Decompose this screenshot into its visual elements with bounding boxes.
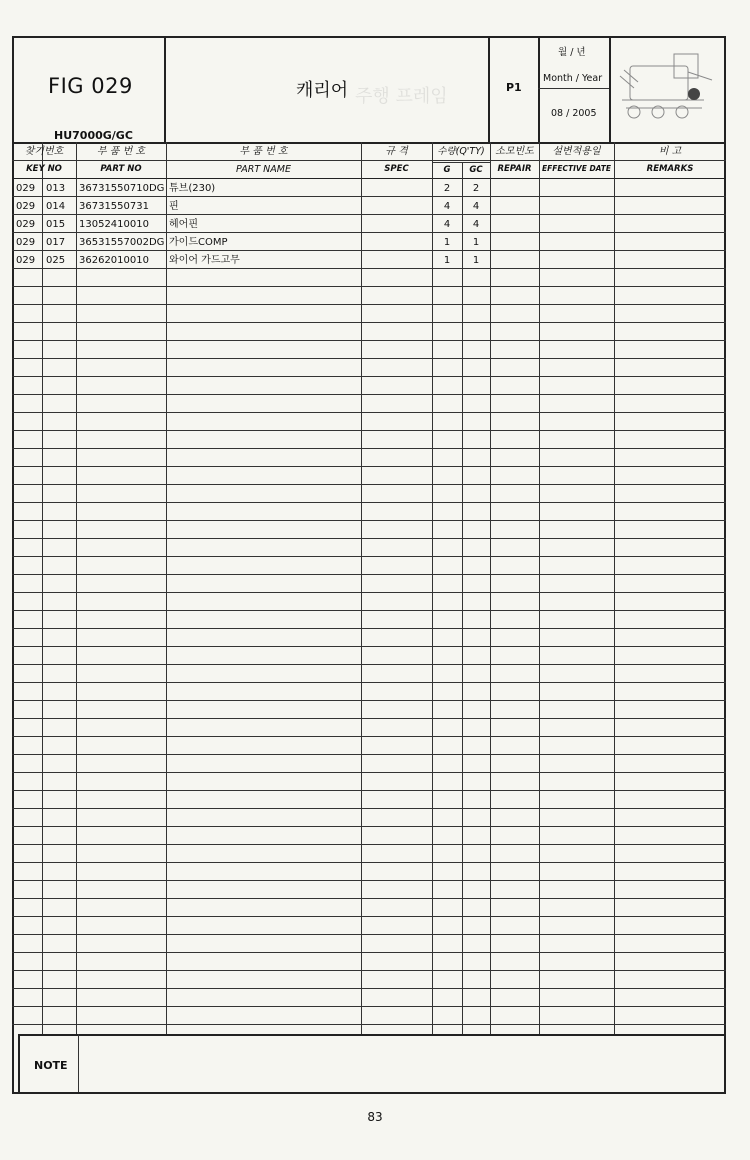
col-part-no-ko: 부 품 번 호 — [96, 146, 146, 157]
model-name: HU7000G/GC — [54, 129, 133, 142]
table-row-rule — [12, 304, 726, 305]
table-row-rule — [12, 916, 726, 917]
col-qty-g: G — [443, 165, 451, 175]
col-repair-en: REPAIR — [497, 164, 532, 174]
table-row-rule — [12, 430, 726, 431]
parts-list-sheet — [12, 36, 726, 1094]
key-no-cell: 025 — [46, 255, 66, 266]
col-spec-ko: 규 격 — [385, 146, 408, 157]
table-row-rule — [12, 250, 726, 251]
qty-g-cell: 4 — [443, 201, 451, 212]
table-row-rule — [12, 358, 726, 359]
fig-cell: 029 — [16, 255, 36, 266]
col-repair-ko: 소모빈도 — [495, 146, 534, 157]
part-no-cell: 36531557002DG — [79, 237, 165, 248]
month-year-ko: 월 / 년 — [558, 47, 586, 58]
table-row-rule — [12, 898, 726, 899]
table-row-rule — [12, 592, 726, 593]
issue-date: 08 / 2005 — [551, 108, 597, 119]
qty-g-cell: 1 — [443, 237, 451, 248]
qty-gc-cell: 1 — [472, 255, 480, 266]
table-row-rule — [12, 484, 726, 485]
table-row-rule — [12, 520, 726, 521]
table-row-rule — [12, 268, 726, 269]
fig-cell: 029 — [16, 219, 36, 230]
table-row-rule — [12, 718, 726, 719]
page-number: 83 — [367, 1110, 383, 1124]
fig-cell: 029 — [16, 201, 36, 212]
table-row-rule — [12, 826, 726, 827]
key-no-cell: 013 — [46, 183, 66, 194]
table-row-rule — [12, 646, 726, 647]
col-part-name-ko: 부 품 번 호 — [239, 146, 288, 157]
note-label: NOTE — [34, 1059, 68, 1072]
machine-illustration-icon — [616, 42, 720, 136]
part-name-cell: 가이드COMP — [169, 237, 228, 248]
key-no-cell: 014 — [46, 201, 66, 212]
qty-gc-cell: 4 — [472, 201, 480, 212]
table-row-rule — [12, 772, 726, 773]
table-row-rule — [12, 412, 726, 413]
table-row-rule — [12, 628, 726, 629]
table-row-rule — [12, 394, 726, 395]
table-row-rule — [12, 664, 726, 665]
part-no-cell: 13052410010 — [79, 219, 149, 230]
col-key-no-ko: 찾기번호 — [24, 146, 64, 157]
col-remarks-en: REMARKS — [646, 164, 694, 174]
col-effective-ko: 설변적용일 — [552, 146, 601, 157]
table-row-rule — [12, 556, 726, 557]
table-row-rule — [12, 502, 726, 503]
qty-g-cell: 1 — [443, 255, 451, 266]
table-row-rule — [12, 754, 726, 755]
col-effective-en: EFFECTIVE DATE — [542, 164, 611, 173]
table-row-rule — [12, 610, 726, 611]
col-part-no-en: PART NO — [100, 164, 142, 174]
table-row-rule — [12, 196, 726, 197]
part-name-cell: 튜브(230) — [169, 183, 216, 194]
key-no-cell: 015 — [46, 219, 66, 230]
part-name-cell: 핀 — [169, 201, 179, 212]
part-no-cell: 36731550731 — [79, 201, 149, 212]
table-row-rule — [12, 844, 726, 845]
table-row-rule — [12, 1006, 726, 1007]
month-year-en: Month / Year — [543, 73, 603, 84]
table-row-rule — [12, 1024, 726, 1025]
col-qty-gc: GC — [469, 165, 483, 175]
table-row-rule — [12, 340, 726, 341]
fig-number: FIG 029 — [48, 74, 133, 98]
table-row-rule — [12, 466, 726, 467]
qty-g-cell: 2 — [443, 183, 451, 194]
table-row-rule — [12, 682, 726, 683]
outer-frame — [12, 36, 726, 1094]
table-row-rule — [12, 952, 726, 953]
fig-cell: 029 — [16, 183, 36, 194]
col-key-no-en: KEY NO — [26, 164, 62, 174]
qty-gc-cell: 2 — [472, 183, 480, 194]
table-row-rule — [12, 538, 726, 539]
fig-cell: 029 — [16, 237, 36, 248]
qty-gc-cell: 4 — [472, 219, 480, 230]
table-row-rule — [12, 574, 726, 575]
qty-g-cell: 4 — [443, 219, 451, 230]
table-row-rule — [12, 376, 726, 377]
page-title: 캐리어 — [296, 80, 349, 101]
table-row-rule — [12, 988, 726, 989]
table-row-rule — [12, 880, 726, 881]
part-name-cell: 헤어핀 — [169, 219, 198, 230]
part-no-cell: 36731550710DG — [79, 183, 165, 194]
table-row-rule — [12, 934, 726, 935]
table-row-rule — [12, 700, 726, 701]
table-row-rule — [12, 808, 726, 809]
col-spec-en: SPEC — [384, 164, 409, 174]
table-row-rule — [12, 970, 726, 971]
table-row-rule — [12, 232, 726, 233]
table-row-rule — [12, 214, 726, 215]
table-row-rule — [12, 322, 726, 323]
table-row-rule — [12, 790, 726, 791]
table-row-rule — [12, 286, 726, 287]
show-through-text: 주행 프레임 — [355, 86, 448, 107]
col-qty-ko: 수량(Q'TY) — [437, 146, 485, 157]
part-name-cell: 와이어 가드고무 — [169, 255, 240, 266]
table-row-rule — [12, 448, 726, 449]
table-row-rule — [12, 736, 726, 737]
table-row-rule — [12, 862, 726, 863]
col-remarks-ko: 비 고 — [658, 146, 682, 157]
qty-gc-cell: 1 — [472, 237, 480, 248]
key-no-cell: 017 — [46, 237, 66, 248]
page-code: P1 — [506, 81, 522, 94]
col-part-name-en: PART NAME — [236, 164, 291, 175]
part-no-cell: 36262010010 — [79, 255, 149, 266]
